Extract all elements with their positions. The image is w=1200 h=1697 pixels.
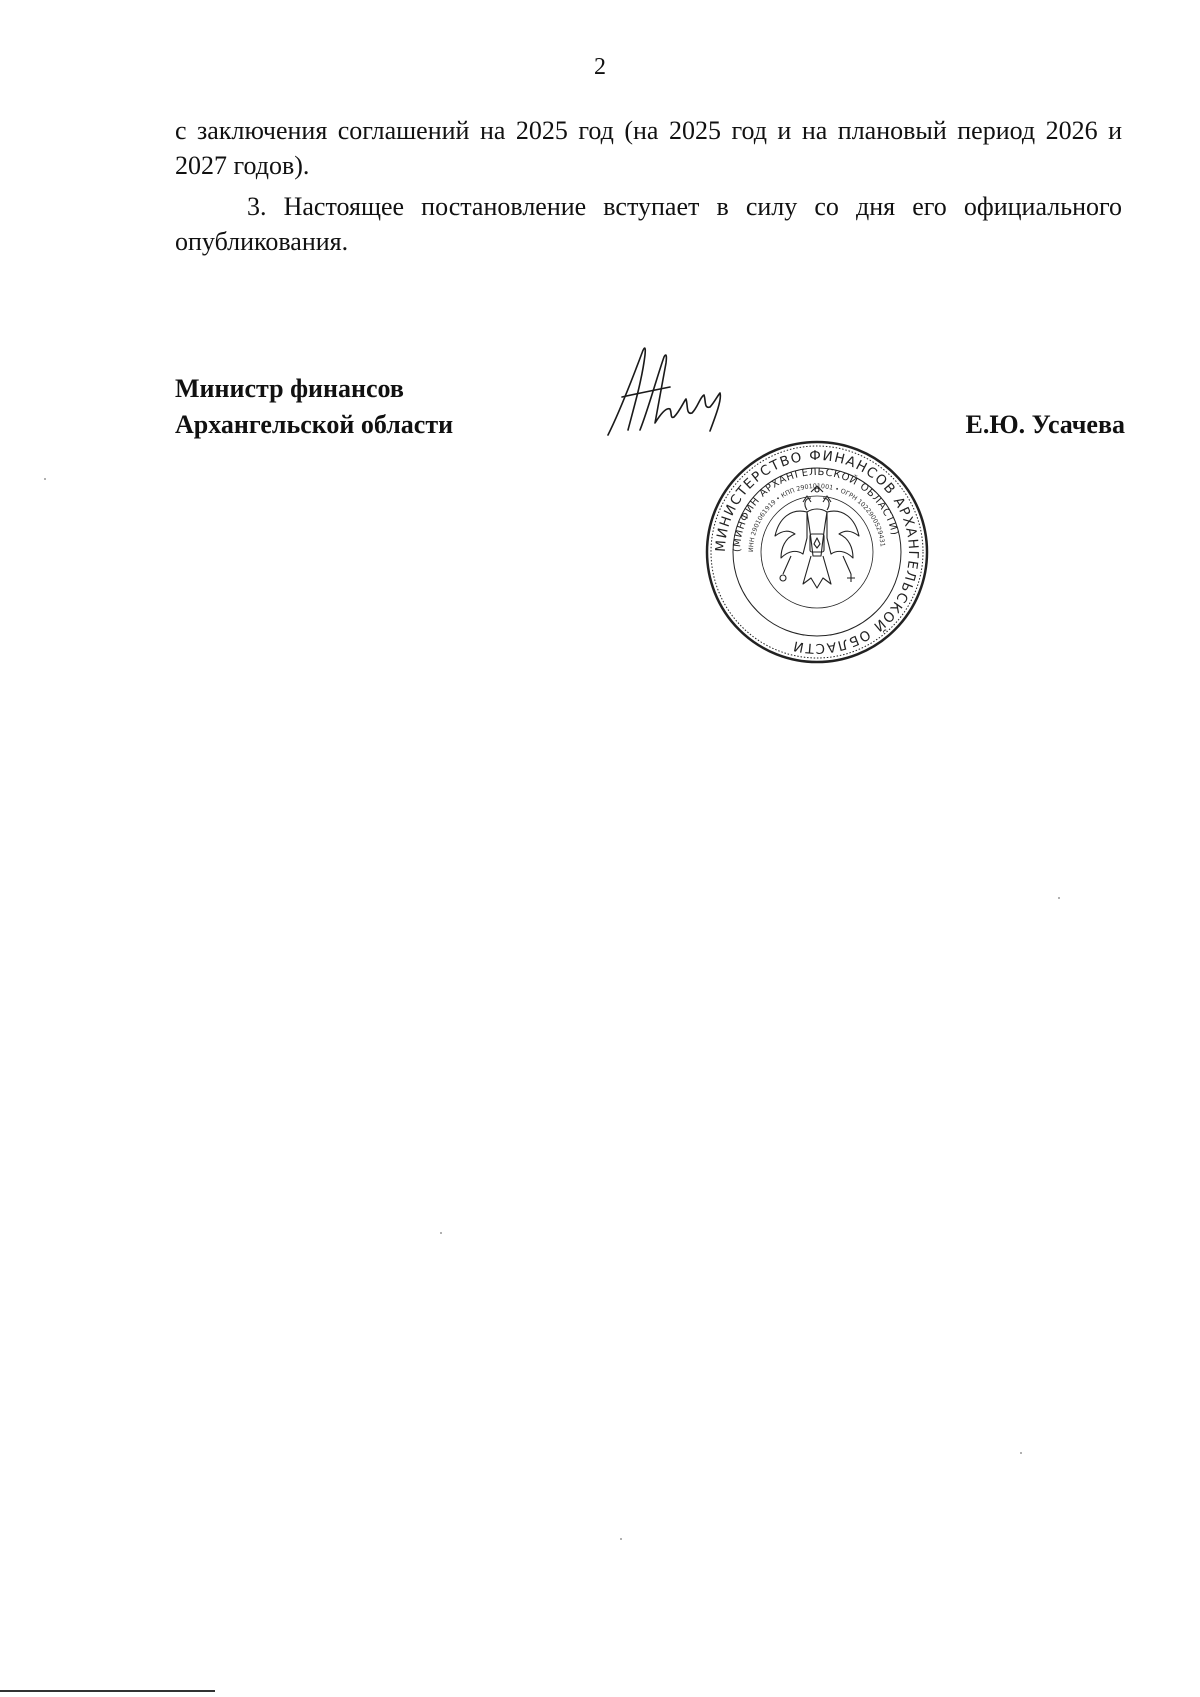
seal-outer-text: МИНИСТЕРСТВО ФИНАНСОВ АРХАНГЕЛЬСКОЙ ОБЛАСТИ <box>712 447 922 657</box>
signature-position <box>175 371 453 443</box>
seal-codes-text: ИНН 2901061919 • КПП 290101001 • ОГРН 1022900529431 <box>747 482 886 553</box>
position-line-1: Министр финансов <box>175 374 404 403</box>
official-seal <box>703 438 931 666</box>
scan-speck <box>1020 1452 1022 1454</box>
handwritten-signature <box>600 335 735 445</box>
footer-rule <box>0 1690 215 1692</box>
paragraph-3: 3. Настоящее постановление вступает в силу со дня его официального опубликования. <box>175 192 1122 256</box>
paragraph-continuation: с заключения соглашений на 2025 год (на 2025 год и на плановый период 2026 и 2027 годов). <box>175 116 1122 180</box>
position-line-2: Архангельской области <box>175 410 454 439</box>
document-body <box>175 113 1122 265</box>
seal-inner-text: (МИНФИН АРХАНГЕЛЬСКОЙ ОБЛАСТИ) <box>731 466 901 553</box>
double-headed-eagle-emblem <box>775 486 859 588</box>
scan-speck <box>1058 897 1060 899</box>
scan-speck <box>620 1538 622 1540</box>
scan-speck <box>440 1232 442 1234</box>
signer-name: Е.Ю. Усачева <box>965 410 1125 439</box>
scan-speck <box>44 478 46 480</box>
page-number: 2 <box>594 54 606 80</box>
